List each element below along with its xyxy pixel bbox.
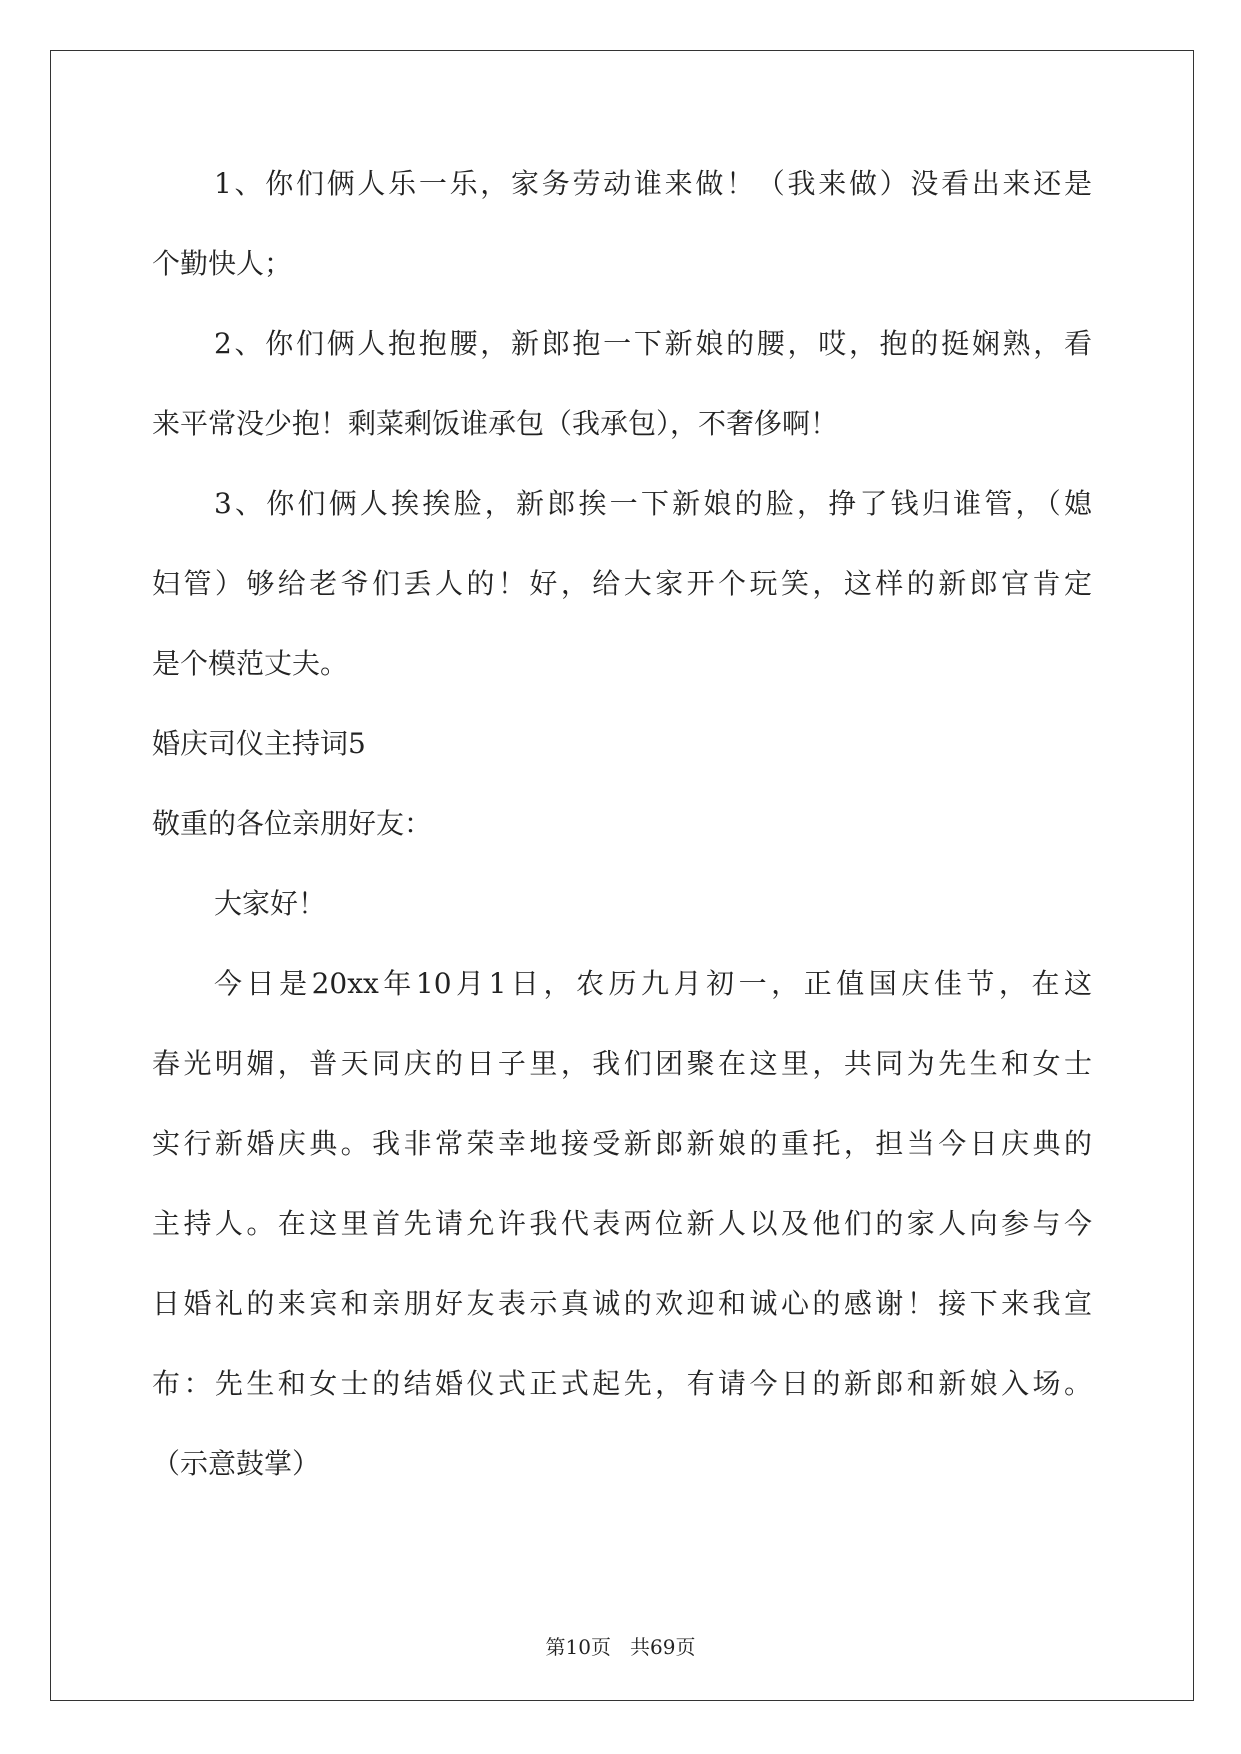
paragraph-line: 布：先生和女士的结婚仪式正式起先，有请今日的新郎和新娘入场。 — [152, 1367, 1092, 1400]
paragraph-line: 春光明媚，普天同庆的日子里，我们团聚在这里，共同为先生和女士 — [152, 1047, 1092, 1080]
paragraph-line: 妇管）够给老爷们丢人的！好，给大家开个玩笑，这样的新郎官肯定 — [152, 567, 1092, 600]
paragraph-line: 3、你们俩人挨挨脸，新郎挨一下新娘的脸，挣了钱归谁管，（媳 — [214, 487, 1092, 520]
paragraph-line: 实行新婚庆典。我非常荣幸地接受新郎新娘的重托，担当今日庆典的 — [152, 1127, 1092, 1160]
paragraph-line: 是个模范丈夫。 — [152, 647, 349, 680]
paragraph-line: 个勤快人； — [152, 247, 293, 280]
greeting: 大家好！ — [214, 887, 327, 920]
page-number: 第10页 共69页 — [545, 1635, 696, 1659]
salutation: 敬重的各位亲朋好友： — [152, 807, 433, 840]
paragraph-line: 1、你们俩人乐一乐，家务劳动谁来做！（我来做）没看出来还是 — [214, 167, 1092, 200]
paragraph-line: 来平常没少抱！剩菜剩饭谁承包（我承包），不奢侈啊！ — [152, 407, 839, 440]
paragraph-line: 2、你们俩人抱抱腰，新郎抱一下新娘的腰，哎，抱的挺娴熟，看 — [214, 327, 1092, 360]
document-body — [152, 168, 1092, 1528]
paragraph-line: （示意鼓掌） — [152, 1447, 321, 1480]
paragraph-line: 主持人。在这里首先请允许我代表两位新人以及他们的家人向参与今 — [152, 1207, 1092, 1240]
paragraph-line: 日婚礼的来宾和亲朋好友表示真诚的欢迎和诚心的感谢！接下来我宣 — [152, 1287, 1092, 1320]
paragraph-line: 今日是20xx年10月1日，农历九月初一，正值国庆佳节，在这 — [214, 967, 1092, 1000]
section-heading: 婚庆司仪主持词5 — [152, 727, 366, 760]
